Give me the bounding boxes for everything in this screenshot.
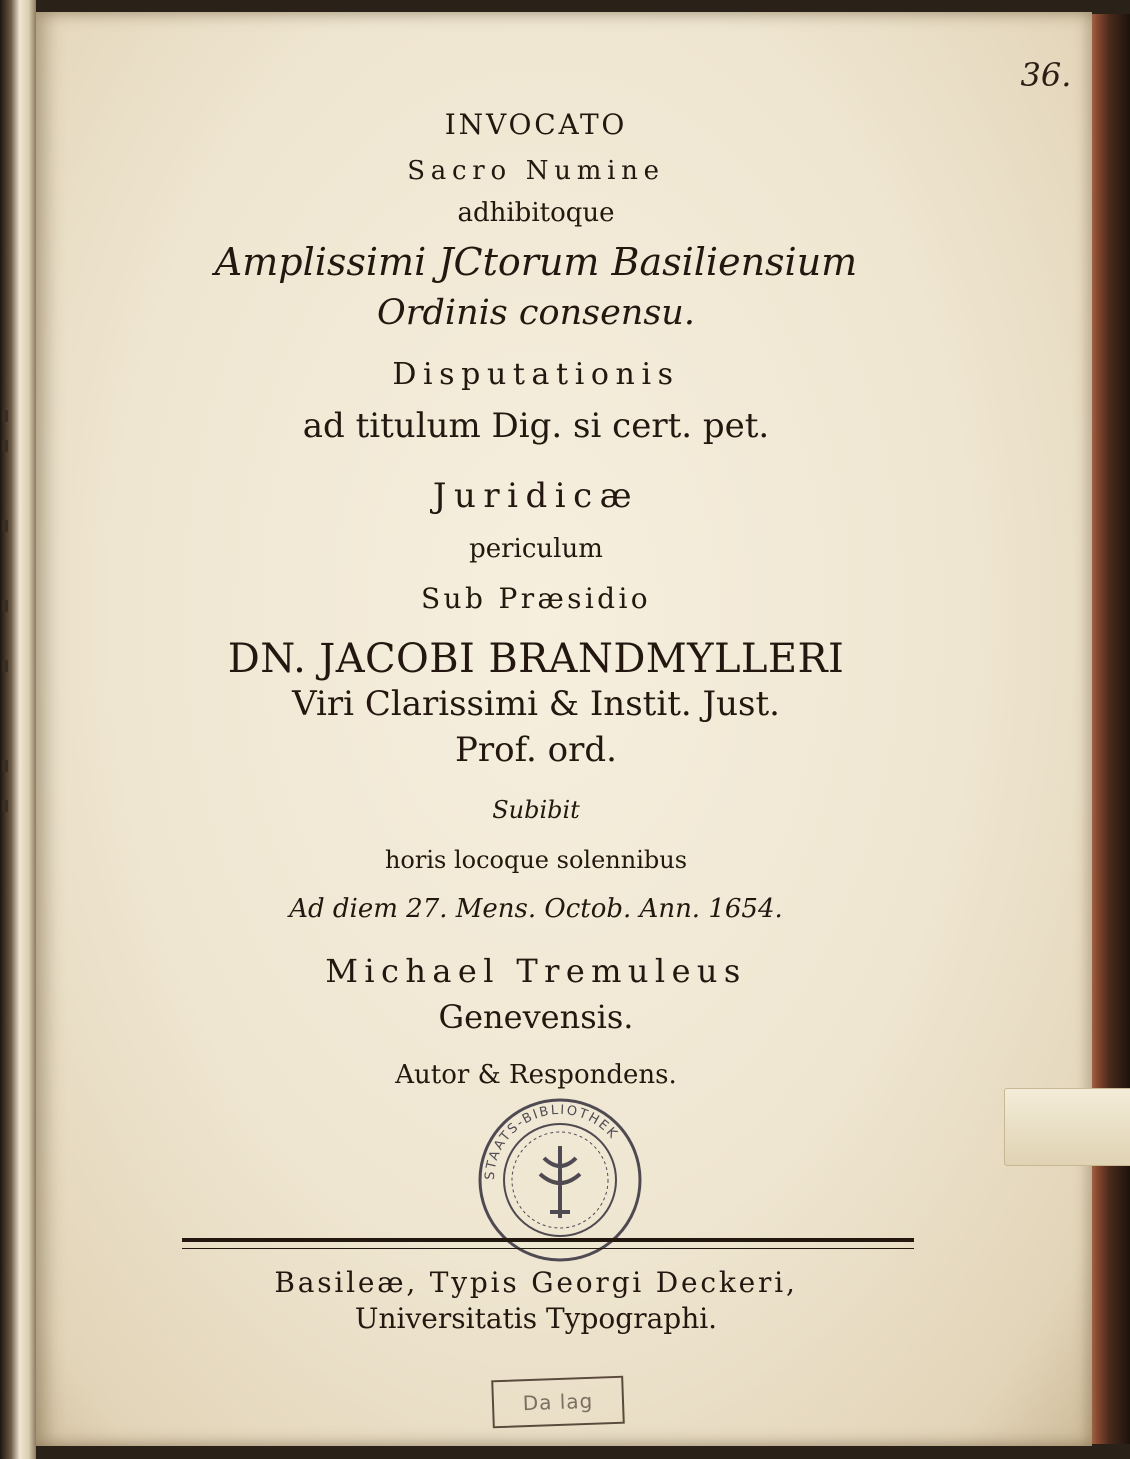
paper-tab [1004, 1088, 1130, 1166]
line-prof-ord: Prof. ord. [455, 730, 617, 770]
line-juridicae: Juridicæ [432, 476, 640, 516]
line-disputationis: Disputationis [392, 357, 680, 392]
line-horis-locoque: horis locoque solennibus [384, 846, 688, 874]
line-sub-praesidio: Sub Præsidio [421, 582, 651, 615]
shelfmark-label: Da lag [491, 1376, 625, 1429]
line-viri-clarissimi: Viri Clarissimi & Instit. Just. [292, 684, 780, 724]
rule-thick [182, 1238, 914, 1242]
line-subibit: Subibit [492, 796, 580, 824]
title-page [36, 12, 1092, 1446]
line-adhibitoque: adhibitoque [457, 198, 615, 228]
line-sacro-numine: Sacro Numine [407, 156, 665, 186]
line-respondent-name: Michael Tremuleus [325, 952, 747, 990]
line-ad-diem: Ad diem 27. Mens. Octob. Ann. 1654. [289, 894, 783, 924]
line-periculum: periculum [469, 534, 603, 564]
line-amplissimi: Amplissimi JCtorum Basiliensium [214, 240, 858, 284]
rule-thin [182, 1248, 914, 1249]
page-number: 36. [1020, 56, 1072, 94]
line-genevensis: Genevensis. [438, 998, 634, 1036]
line-invocato: INVOCATO [444, 108, 628, 141]
line-typographi: Universitatis Typographi. [354, 1302, 718, 1335]
line-praeses-name: DN. JACOBI BRANDMYLLERI [227, 636, 845, 682]
line-ad-titulum: ad titulum Dig. si cert. pet. [302, 406, 770, 446]
stamp-text: STAATS-BIBLIOTHEK [482, 1102, 621, 1181]
line-autor-respondens: Autor & Respondens. [395, 1060, 677, 1090]
line-ordinis: Ordinis consensu. [377, 293, 695, 333]
line-basileae: Basileæ, Typis Georgi Deckeri, [274, 1266, 798, 1299]
facing-page-edge [0, 0, 36, 1459]
